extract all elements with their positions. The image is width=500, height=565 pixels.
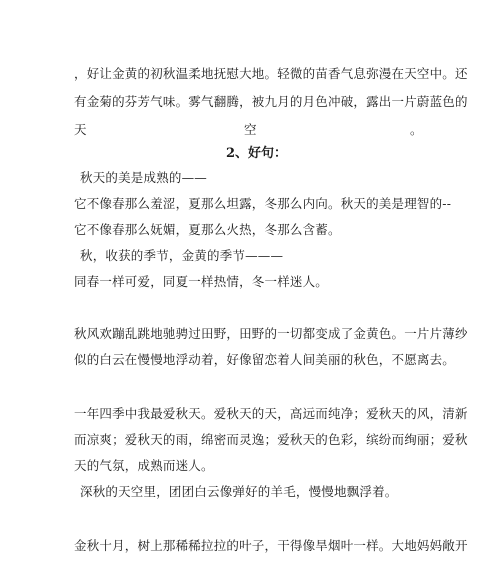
text-line: 秋，收获的季节，金黄的季节——— <box>80 248 284 263</box>
text-line: 金秋十月，树上那稀稀拉拉的叶子，干得像旱烟叶一样。大地妈妈敞开 <box>74 538 468 553</box>
text-line: 一年四季中我最爱秋天。爱秋天的天，高远而纯净；爱秋天的风，清新 <box>74 406 468 421</box>
text-line: 而凉爽；爱秋天的雨，绵密而灵逸；爱秋天的色彩，缤纷而绚丽；爱秋 <box>74 432 468 447</box>
text-line: ，好让金黄的初秋温柔地抚慰大地。轻微的苗香气息弥漫在天空中。还 <box>74 66 468 81</box>
text-line: 它不像春那么妩媚，夏那么火热，冬那么含蓄。 <box>74 222 341 237</box>
text-line: 天的气氛，成熟而迷人。 <box>74 458 214 473</box>
justified-char: 空 <box>244 122 257 137</box>
text-line: 似的白云在慢慢地浮动着，好像留恋着人间美丽的秋色，不愿离去。 <box>74 352 456 367</box>
text-line: 同春一样可爱，同夏一样热情，冬一样迷人。 <box>74 274 329 289</box>
text-line: 秋天的美是成熟的—— <box>80 170 208 185</box>
text-line: 有金菊的芬芳气味。雾气翻腾，被九月的月色冲破，露出一片蔚蓝色的 <box>74 94 468 109</box>
text-line: 秋风欢蹦乱跳地驰骋过田野，田野的一切都变成了金黄色。一片片薄纱 <box>74 326 468 341</box>
text-line: 它不像春那么羞涩，夏那么坦露，冬那么内向。秋天的美是理智的-- <box>74 196 452 211</box>
text-line: 深秋的天空里，团团白云像弹好的羊毛，慢慢地飘浮着。 <box>80 484 398 499</box>
justified-char: 。 <box>410 122 423 137</box>
section-heading: 2、好句： <box>226 146 288 161</box>
justified-char: 天 <box>74 122 87 137</box>
